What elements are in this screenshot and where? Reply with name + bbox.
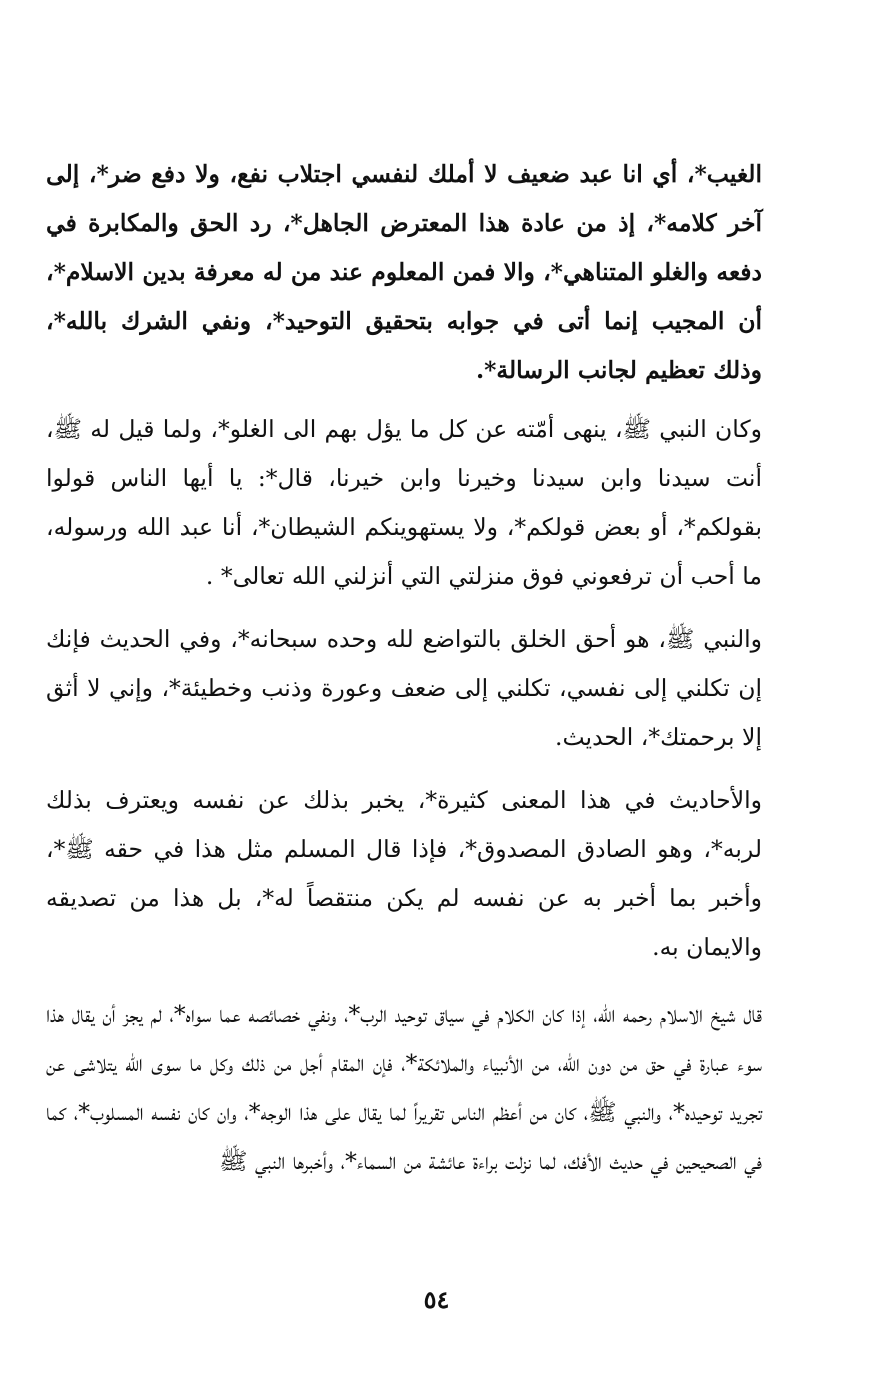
paragraph-3: والنبي ﷺ، هو أحق الخلق بالتواضع لله وحده سبحانه*، وفي الحديث فإنك إن تكلني إلى نفسي، تكلني إلى ضعف وعورة وذنب وخطيئة*، وإني لا أثق إلا برحمتك*، الحديث. [46, 625, 762, 751]
page-body [46, 150, 762, 1186]
paragraph-1: الغيب*، أي انا عبد ضعيف لا أملك لنفسي اجتلاب نفع، ولا دفع ضر*، إلى آخر كلامه*، إذ من عادة هذا المعترض الجاهل*، رد الحق والمكابرة في دفعه والغلو المتناهي*، والا فمن المعلوم عند من له معرفة بدين الاسلام*، أن المجيب إنما أتى في جوابه بتحقيق التوحيد*، ونفي الشرك بالله*، وذلك تعظيم لجانب الرسالة*. [46, 160, 762, 384]
paragraph-5: قال شيخ الاسلام رحمه الله، إذا كان الكلام في سياق توحيد الرب*، ونفي خصائصه عما سواه*، لم يجز أن يقال هذا سوء عبارة في حق من دون الله، من الأنبياء والملائكة*، فإن المقام أجل من ذلك وكل ما سوى الله يتلاشى عن تجريد توحيده*، والنبي ﷺ، كان من أعظم الناس تقريراً لما يقال على هذا الوجه*، وان كان نفسه المسلوب*، كما في الصحيحين في حديث الأفك، لما نزلت براءة عائشة من السماء*، وأخبرها النبي ﷺ [46, 1000, 762, 1175]
paragraph-4: والأحاديث في هذا المعنى كثيرة*، يخبر بذلك عن نفسه ويعترف بذلك لربه*، وهو الصادق المصدوق*، فإذا قال المسلم مثل هذا في حقه ﷺ*، وأخبر بما أخبر به عن نفسه لم يكن منتقصاً له*، بل هذا من تصديقه والايمان به. [46, 786, 762, 961]
page-number: ٥٤ [423, 1285, 450, 1314]
paragraph-2: وكان النبي ﷺ، ينهى أمّته عن كل ما يؤل بهم الى الغلو*، ولما قيل له ﷺ، أنت سيدنا وابن سيدنا وخيرنا وابن خيرنا، قال*: يا أيها الناس قولوا بقولكم*، أو بعض قولكم*، ولا يستهوينكم الشيطان*، أنا عبد الله ورسوله، ما أحب أن ترفعوني فوق منزلتي التي أنزلني الله تعالى* . [46, 415, 762, 590]
